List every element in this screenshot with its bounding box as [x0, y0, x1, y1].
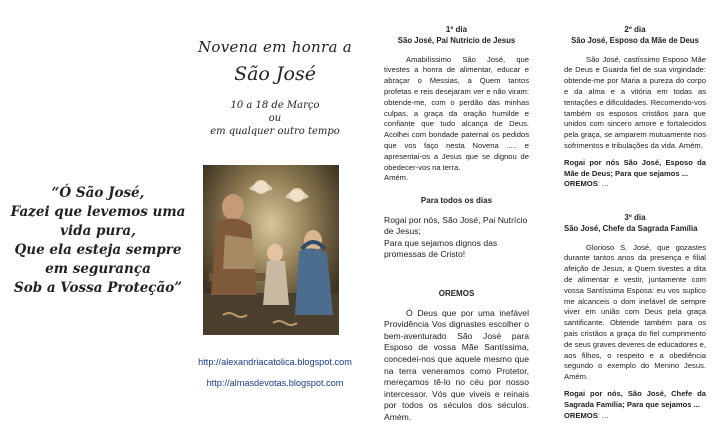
dates-line-3: em qualquer outro tempo [210, 126, 340, 137]
quote-line: “Ó São José, [51, 185, 145, 201]
day-2-prayer: Rogai por nós São José, Esposo da Mãe de Deus; Para que sejamos ... [564, 157, 706, 178]
oremos-text: Ó Deus que por uma inefável Providência Vos dignastes escolher o bem-aventurado São José para Esposo de vossa Mãe Santíssima, concedei-nos que aquele mesmo que na terra veneramos como Protetor, mereçamos tê-lo no céu por nosso intercessor. Vós que viveis e reinais por todos os séculos dos séculos. Amém. [384, 307, 529, 422]
day-1-amen: Amém. [384, 173, 409, 183]
day-3-oremos: OREMOS [564, 410, 598, 420]
dates-line-1: 10 a 18 de Março [230, 100, 320, 111]
blog-link-1[interactable]: http://alexandriacatolica.blogspot.com [198, 357, 352, 367]
quote-line: Fazei que levemos uma [10, 204, 186, 220]
title-line-2: São José [234, 63, 316, 85]
day-3-text: Glorioso S. José, que gozastes durante tantos anos da presença e filial afeição de Jesus, a Quem tivestes a dita de alimentar e vestir, juntamente com vossa Santíssima Esposa: eu vos suplico me alcanceis o dom inefável de sempre viver em união com Deus pela graça santificante. Obtende também para os pais cristãos a graça do fiel cumprimento de seus graves deveres de educadores e, aos filhos, o respeito e a obediência segundo o exemplo do Menino Jesus. Amém. [564, 242, 706, 382]
day-1-section [384, 25, 529, 184]
day-1-heading: 1º dia [445, 25, 468, 34]
day-2-heading: 2º dia [624, 25, 646, 34]
day-1-text: Amabilíssimo São José, que tivestes a honra de alimentar, educar e abraçar o Messias, a Quem tantos profetas e reis desejaram ver e não viram: obtende-me, com o perdão das minhas culpas, a graça da oração humilde e confiante que tudo alcança de Deus. Acolhei com bondade paternal os pedidos que vos faço nesta Novena ..... e apresentai-os a Jesus que se dignou de obedecer-vos na terra. [384, 54, 529, 172]
all-days-text-1: Rogai por nós, São José, Pai Nutrício de Jesus; [384, 214, 528, 237]
day-2-subheading: São José, Esposo da Mãe de Deus [571, 35, 699, 45]
title-line-1: Novena em honra a [197, 38, 353, 56]
oremos-section [384, 288, 529, 424]
dates-block [196, 99, 354, 138]
all-days-text-2: Para que sejamos dignos das promessas de Cristo! [384, 237, 498, 260]
quote-line: Que ela esteja sempre [14, 242, 182, 258]
all-days-heading: Para todos os dias [420, 196, 493, 205]
quote-line: em segurança [45, 261, 151, 277]
blog-link-2[interactable]: http://almasdevotas.blogspot.com [206, 378, 344, 388]
day-1-subheading: São José, Pai Nutrício de Jesus [397, 35, 516, 45]
dates-line-2: ou [268, 113, 282, 124]
day-2-text: São José, castíssimo Esposo Mãe de Deus e Guarda fiel de sua virgindade: obtende-me por Maria a pureza do corpo e da alma e a vitória em todas as tentações e dificuldades. Recomendo-vos também os esposos cristãos para que unidos com sincero amore e fortalecidos pela graça, se amparem mutuamente nos sofrimentos e tribulações da vida. Amém. [564, 54, 706, 150]
day-3-prayer: Rogai por nós, São José, Chefe da Sagrada Família; Para que sejamos ... [564, 388, 706, 409]
day-3-section [564, 213, 706, 421]
oremos-heading: OREMOS [438, 289, 475, 298]
all-days-section [384, 195, 529, 261]
day-3-oremos-tail: : ... [597, 410, 609, 420]
day-3-heading: 3º dia [624, 213, 646, 222]
day-2-oremos: OREMOS [564, 179, 598, 189]
saint-joseph-painting [203, 165, 339, 335]
day-3-subheading: São José, Chefe da Sagrada Família [564, 223, 698, 233]
quote-block [0, 184, 196, 298]
quote-line: vida pura, [60, 223, 136, 239]
quote-line: Sob a Vossa Proteção” [13, 280, 183, 296]
day-2-section [564, 25, 706, 190]
day-2-oremos-tail: : ... [597, 179, 609, 189]
